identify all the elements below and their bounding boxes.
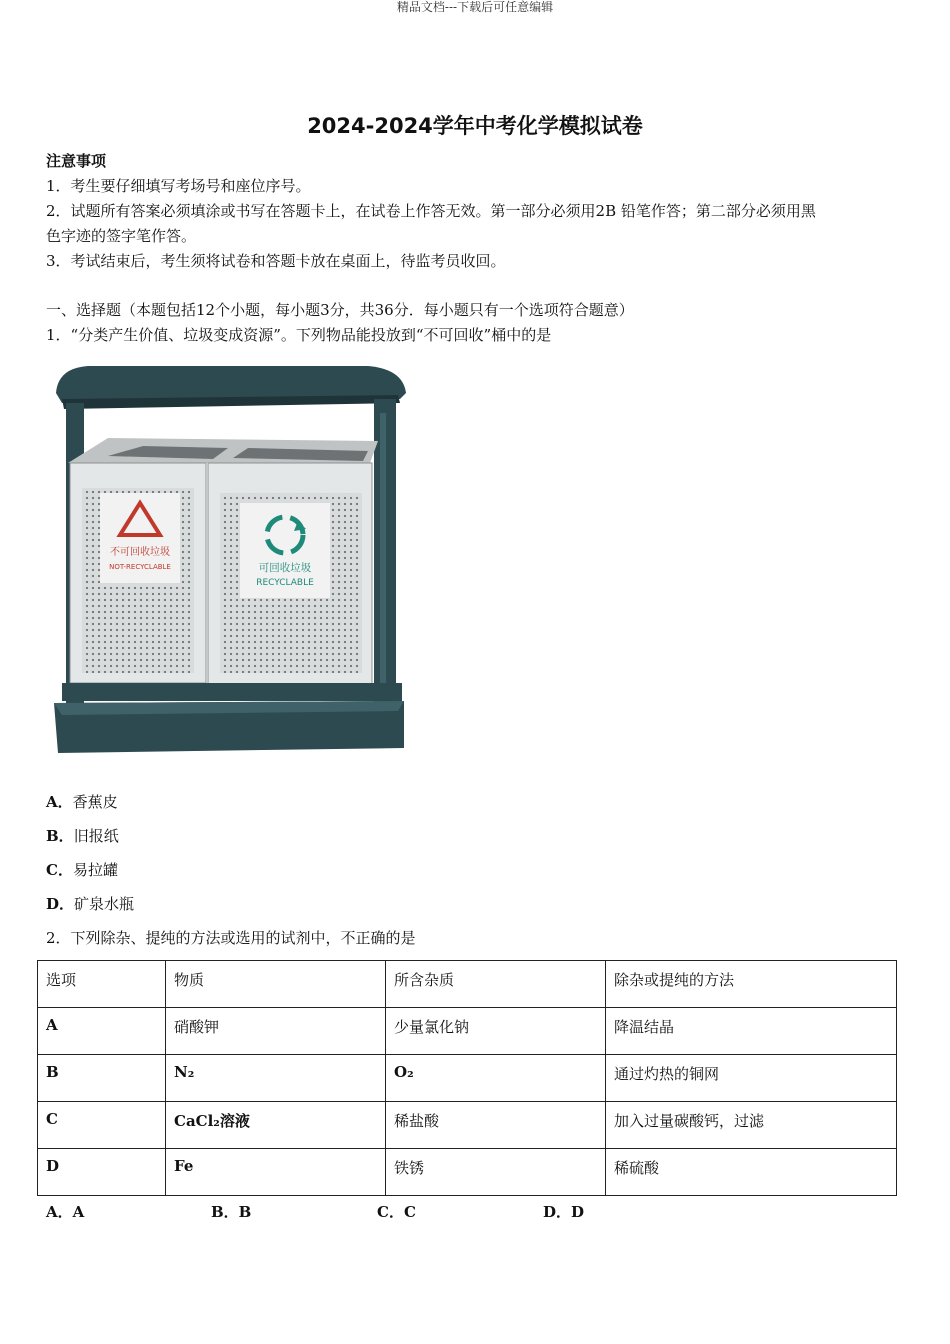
- option-c[interactable]: C．易拉罐: [46, 861, 118, 879]
- table-cell: 加入过量碳酸钙，过滤: [606, 1102, 897, 1149]
- answer-option-b[interactable]: B．B: [211, 1203, 252, 1221]
- page-title: 2024-2024学年中考化学模拟试卷: [307, 114, 643, 138]
- table-cell: C: [38, 1102, 166, 1149]
- question-2-stem: 2．下列除杂、提纯的方法或选用的试剂中，不正确的是: [46, 929, 416, 947]
- notice-item: 3．考试结束后，考生须将试卷和答题卡放在桌面上，待监考员收回。: [46, 252, 506, 270]
- table-row: [38, 1149, 897, 1196]
- option-d[interactable]: D．矿泉水瓶: [46, 895, 135, 913]
- table-cell: O₂: [386, 1055, 606, 1102]
- recyclable-label: 可回收垃圾: [258, 562, 312, 574]
- table-header-row: [38, 961, 897, 1008]
- table-cell: A: [38, 1008, 166, 1055]
- table-row: [38, 1055, 897, 1102]
- table-cell: B: [38, 1055, 166, 1102]
- recyclable-label-en: RECYCLABLE: [256, 578, 314, 588]
- answer-option-a[interactable]: A．A: [46, 1203, 85, 1221]
- notice-item: 1．考生要仔细填写考场号和座位序号。: [46, 177, 311, 195]
- table-cell: CaCl₂溶液: [166, 1102, 386, 1149]
- option-b[interactable]: B．旧报纸: [46, 827, 119, 845]
- header-note: 精品文档---下载后可任意编辑: [396, 0, 554, 14]
- table-cell: 硝酸钾: [166, 1008, 386, 1055]
- table-cell: 通过灼热的铜网: [606, 1055, 897, 1102]
- trash-bin-image: [48, 363, 408, 758]
- table-cell: 降温结晶: [606, 1008, 897, 1055]
- answer-option-d[interactable]: D．D: [543, 1203, 585, 1221]
- answer-option-c[interactable]: C．C: [377, 1203, 416, 1221]
- notice-item: 2．试题所有答案必须填涂或书写在答题卡上，在试卷上作答无效。第一部分必须用2B 铅笔作答；第二部分必须用黑: [46, 202, 816, 220]
- table-cell: D: [38, 1149, 166, 1196]
- notice-item: 色字迹的签字笔作答。: [46, 227, 197, 245]
- table-cell: 稀硫酸: [606, 1149, 897, 1196]
- notice-heading: 注意事项: [46, 152, 107, 170]
- table-header: 物质: [166, 961, 386, 1008]
- purification-table: [37, 960, 897, 1196]
- not-recyclable-label-en: NOT-RECYCLABLE: [109, 563, 171, 571]
- not-recyclable-label: 不可回收垃圾: [110, 547, 170, 558]
- section-heading: 一、选择题（本题包括12个小题，每小题3分，共36分．每小题只有一个选项符合题意）: [46, 301, 634, 319]
- table-cell: 稀盐酸: [386, 1102, 606, 1149]
- table-cell: 铁锈: [386, 1149, 606, 1196]
- table-cell: Fe: [166, 1149, 386, 1196]
- question-1-stem: 1．“分类产生价值、垃圾变成资源”。下列物品能投放到“不可回收”桶中的是: [46, 326, 552, 344]
- table-cell: N₂: [166, 1055, 386, 1102]
- table-cell: 少量氯化钠: [386, 1008, 606, 1055]
- table-header: 选项: [38, 961, 166, 1008]
- table-header: 除杂或提纯的方法: [606, 961, 897, 1008]
- table-header: 所含杂质: [386, 961, 606, 1008]
- option-a[interactable]: A．香蕉皮: [46, 793, 118, 811]
- table-row: [38, 1008, 897, 1055]
- table-row: [38, 1102, 897, 1149]
